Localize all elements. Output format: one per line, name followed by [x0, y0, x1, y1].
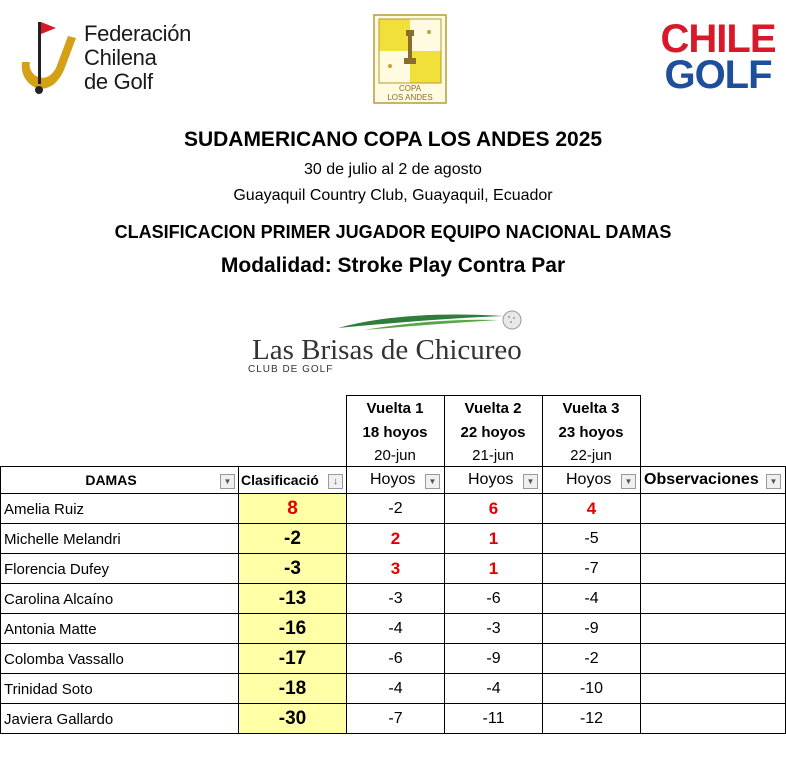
- round3-score: -7: [584, 560, 599, 577]
- copa-logo-line1: COPA: [398, 84, 422, 93]
- col-header-observaciones: Observaciones: [644, 471, 759, 488]
- round1-score: -6: [388, 650, 403, 667]
- grid-line: [542, 395, 543, 734]
- classification-total: -13: [278, 588, 307, 609]
- round1-holes: 18 hoyos: [362, 423, 428, 441]
- round2-score: -6: [486, 590, 501, 607]
- event-venue: Guayaquil Country Club, Guayaquil, Ecuador: [233, 187, 553, 204]
- page-title: SUDAMERICANO COPA LOS ANDES 2025: [183, 128, 603, 151]
- round1-score: -3: [388, 590, 403, 607]
- round3-score: 4: [586, 499, 597, 518]
- golf-flag-icon: [14, 18, 82, 96]
- round2-score: 1: [488, 559, 499, 578]
- classification-total: 8: [287, 498, 298, 519]
- round2-score: -11: [482, 710, 505, 727]
- round2-holes: 22 hoyos: [460, 423, 526, 441]
- round3-holes: 23 hoyos: [558, 423, 624, 441]
- round1-score: -4: [388, 620, 403, 637]
- classification-total: -18: [278, 678, 307, 699]
- classification-heading: CLASIFICACION PRIMER JUGADOR EQUIPO NACIONAL DAMAS: [114, 222, 672, 242]
- round2-score: -3: [486, 620, 501, 637]
- player-name: Amelia Ruiz: [4, 500, 85, 518]
- col-header-hoyos-2: Hoyos: [468, 471, 514, 488]
- grid-line: [0, 466, 1, 734]
- hoyos2-filter-dropdown-icon[interactable]: ▼: [523, 474, 538, 489]
- player-name: Carolina Alcaíno: [4, 590, 114, 608]
- player-name: Antonia Matte: [4, 620, 97, 638]
- round1-score: -2: [388, 500, 403, 517]
- classification-total: -30: [278, 708, 307, 729]
- round3-score: -4: [584, 590, 599, 607]
- grid-line: [0, 466, 786, 467]
- grid-line: [0, 493, 786, 494]
- round3-score: -10: [579, 680, 604, 697]
- round3-score: -9: [584, 620, 599, 637]
- round1-score: -4: [388, 680, 403, 697]
- observaciones-filter-dropdown-icon[interactable]: ▼: [766, 474, 781, 489]
- classification-total: -3: [284, 558, 301, 579]
- player-name: Colomba Vassallo: [4, 650, 124, 668]
- grid-line: [346, 395, 347, 734]
- hoyos1-filter-dropdown-icon[interactable]: ▼: [425, 474, 440, 489]
- classification-total: -17: [278, 648, 307, 669]
- grid-line: [238, 466, 239, 734]
- grid-line: [346, 395, 641, 396]
- col-header-hoyos-3: Hoyos: [566, 471, 612, 488]
- chile-golf-logo: [660, 17, 776, 97]
- round3-score: -12: [579, 710, 604, 727]
- classification-total: -16: [278, 618, 307, 639]
- round1-date: 20-jun: [374, 446, 416, 464]
- grid-line: [640, 395, 641, 734]
- sponsor-name: Las Brisas de Chicureo: [252, 334, 522, 366]
- round2-score: -4: [486, 680, 501, 697]
- round1-name: Vuelta 1: [366, 399, 424, 417]
- chile-logo-line1: CHILE: [660, 17, 776, 61]
- grid-line: [444, 395, 445, 734]
- round2-score: 6: [488, 499, 499, 518]
- fch-logo-line1: Federación: [84, 21, 192, 46]
- chile-logo-line2: GOLF: [664, 53, 772, 97]
- las-brisas-sponsor-logo: [246, 306, 546, 376]
- fch-logo-line3: de Golf: [84, 69, 153, 94]
- event-dates: 30 de julio al 2 de agosto: [304, 161, 482, 178]
- round3-score: -5: [584, 530, 599, 547]
- round2-score: -9: [486, 650, 501, 667]
- round1-score: 2: [390, 529, 401, 548]
- player-name: Florencia Dufey: [4, 560, 110, 578]
- player-name: Michelle Melandri: [4, 530, 121, 548]
- classification-total: -2: [284, 528, 301, 549]
- player-name: Javiera Gallardo: [4, 710, 114, 728]
- player-name: Trinidad Soto: [4, 680, 93, 698]
- round3-score: -2: [584, 650, 599, 667]
- grid-line: [0, 733, 786, 734]
- round3-name: Vuelta 3: [562, 399, 620, 417]
- round2-score: 1: [488, 529, 499, 548]
- round1-score: 3: [390, 559, 401, 578]
- round2-name: Vuelta 2: [464, 399, 522, 417]
- damas-filter-dropdown-icon[interactable]: ▼: [220, 474, 235, 489]
- federacion-chilena-golf-logo: [14, 18, 204, 96]
- col-header-clasificacion: Clasificació: [241, 472, 319, 488]
- modality-heading: Modalidad: Stroke Play Contra Par: [220, 254, 566, 277]
- sponsor-subtitle: CLUB DE GOLF: [248, 364, 334, 375]
- col-header-damas: DAMAS: [85, 472, 137, 488]
- hoyos3-filter-dropdown-icon[interactable]: ▼: [621, 474, 636, 489]
- copa-los-andes-logo: [373, 14, 447, 104]
- round1-score: -7: [388, 710, 403, 727]
- copa-logo-line2: LOS ANDES: [387, 93, 433, 102]
- round3-date: 22-jun: [570, 446, 612, 464]
- round2-date: 21-jun: [472, 446, 514, 464]
- fch-logo-line2: Chilena: [84, 45, 157, 70]
- clasificacion-sort-icon[interactable]: ↓: [328, 474, 343, 489]
- col-header-hoyos-1: Hoyos: [370, 471, 416, 488]
